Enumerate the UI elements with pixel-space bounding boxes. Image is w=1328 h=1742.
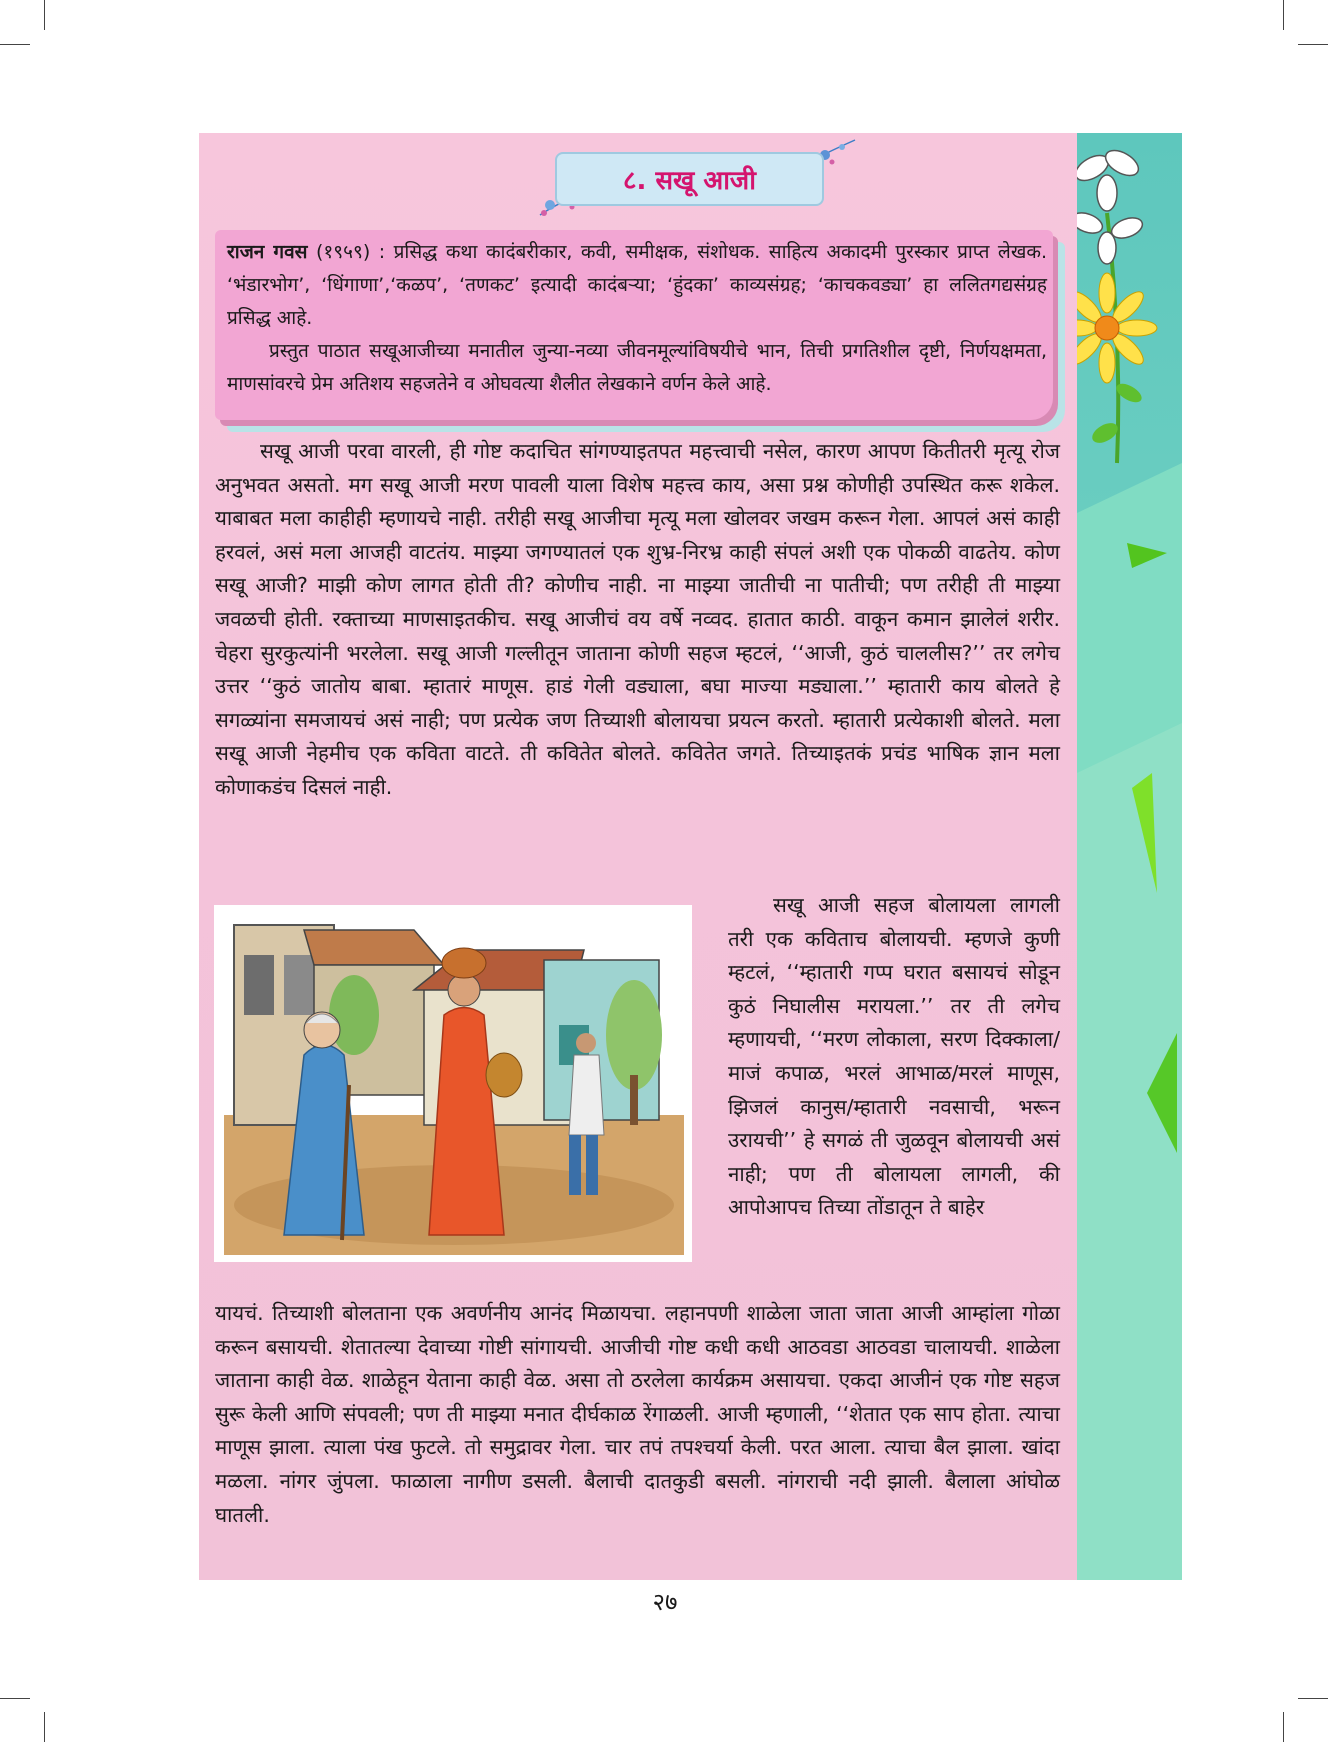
crop-mark (0, 1698, 30, 1699)
author-bio-text: (१९५९) : प्रसिद्ध कथा कादंबरीकार, कवी, समीक्षक, संशोधक. साहित्य अकादमी पुरस्कार प्राप्त लेखक. ‘भंडारभोग’, ‘धिंगाणा’,‘कळप’, ‘तणकट’ इत्यादी कादंबऱ्या; ‘हुंदका’ काव्यसंग्रह; ‘काचकवड्या’ हा ललितगद्यसंग्रह प्रसिद्ध आहे. (227, 241, 1047, 329)
crop-mark (44, 0, 45, 30)
crop-mark (1298, 1698, 1328, 1699)
author-bio (227, 236, 1047, 335)
body-paragraph-1: सखू आजी परवा वारली, ही गोष्ट कदाचित सांगण्याइतपत महत्त्वाची नसेल, कारण आपण कितीतरी मृत्यू रोज अनुभवत असतो. मग सखू आजी मरण पावली याला विशेष महत्त्व काय, असा प्रश्न कोणीही उपस्थित करू शकेल. याबाबत मला काहीही म्हणायचे नाही. तरीही सखू आजीचा मृत्यू मला खोलवर जखम करून गेला. आपलं असं काही हरवलं, असं मला आजही वाटतंय. माझ्या जगण्यातलं एक शुभ्र-निरभ्र काही संपलं अशी एक पोकळी वाढतेय. कोण सखू आजी? माझी कोण लागत होती ती? कोणीच नाही. ना माझ्या जातीची ना पातीची; पण तरीही ती माझ्या जवळची होती. रक्ताच्या माणसाइतकीच. सखू आजीचं वय वर्षे नव्वद. हातात काठी. वाकून कमान झालेलं शरीर. चेहरा सुरकुत्यांनी भरलेला. सखू आजी गल्लीतून जाताना कोणी सहज म्हटलं, ‘‘आजी, कुठं चाललीस?’’ तर लगेच उत्तर ‘‘कुठं जातोय बाबा. म्हातारं माणूस. हाडं गेली वड्याला, बघा माज्या मड्याला.’’ म्हातारी काय बोलते हे सगळ्यांना समजायचं असं नाही; पण प्रत्येक जण तिच्याशी बोलायचा प्रयत्न करतो. म्हातारी प्रत्येकाशी बोलते. मला सखू आजी नेहमीच एक कविता वाटते. ती कवितेत बोलते. कवितेत जगते. तिच्याइतकं प्रचंड भाषिक ज्ञान मला कोणाकडंच दिसलं नाही. (215, 439, 1060, 799)
story-illustration (214, 905, 692, 1262)
chapter-title: ८. सखू आजी (623, 166, 756, 196)
body-paragraph-2-continued: यायचं. तिच्याशी बोलताना एक अवर्णनीय आनंद मिळायचा. लहानपणी शाळेला जाता जाता आजी आम्हांला गोळा करून बसायची. शेतातल्या देवाच्या गोष्टी सांगायची. आजीची गोष्ट कधी कधी आठवडा आठवडा चालायची. शाळेला जाताना काही वेळ. शाळेहून येताना काही वेळ. असा तो ठरलेला कार्यक्रम असायचा. एकदा आजीनं एक गोष्ट सहज सुरू केली आणि संपवली; पण ती माझ्या मनात दीर्घकाळ रेंगाळली. आजी म्हणाली, ‘‘शेतात एक साप होता. त्याचा माणूस झाला. त्याला पंख फुटले. तो समुद्रावर गेला. चार तपं तपश्चर्या केली. परत आला. त्याचा बैल झाला. खांदा मळला. नांगर जुंपला. फाळाला नागीण डसली. बैलाची दातकुडी बसली. नांगराची नदी झाली. बैलाला आंघोळ घातली. (215, 1301, 1060, 1527)
page-number: २७ (652, 1588, 678, 1616)
author-name: राजन गवस (227, 241, 308, 263)
lesson-summary: प्रस्तुत पाठात सखूआजीच्या मनातील जुन्या-नव्या जीवनमूल्यांविषयीचे भान, तिची प्रगतिशील दृष्टी, निर्णयक्षमता, माणसांवरचे प्रेम अतिशय सहजतेने व ओघवत्या शैलीत लेखकाने वर्णन केले आहे. (227, 340, 1047, 395)
crop-mark (1298, 44, 1328, 45)
crop-mark (0, 44, 30, 45)
flower-decoration (1077, 133, 1182, 1580)
decorative-side-strip (1077, 133, 1182, 1580)
crop-mark (44, 1712, 45, 1742)
chapter-title-box (555, 152, 824, 206)
crop-mark (1283, 0, 1284, 30)
crop-mark (1283, 1712, 1284, 1742)
body-paragraph-2-side: सखू आजी सहज बोलायला लागली तरी एक कविताच बोलायची. म्हणजे कुणी म्हटलं, ‘‘म्हातारी गप्प घरात बसायचं सोडून कुठं निघालीस मरायला.’’ तर ती लगेच म्हणायची, ‘‘मरण लोकाला, सरण दिक्काला/माजं कपाळ, भरलं आभाळ/मरलं माणूस, झिजलं कानुस/म्हातारी नवसाची, भरून उरायची’’ हे सगळं ती जुळवून बोलायची असं नाही; पण ती बोलायला लागली, की आपोआपच तिच्या तोंडातून ते बाहेर (728, 893, 1060, 1220)
